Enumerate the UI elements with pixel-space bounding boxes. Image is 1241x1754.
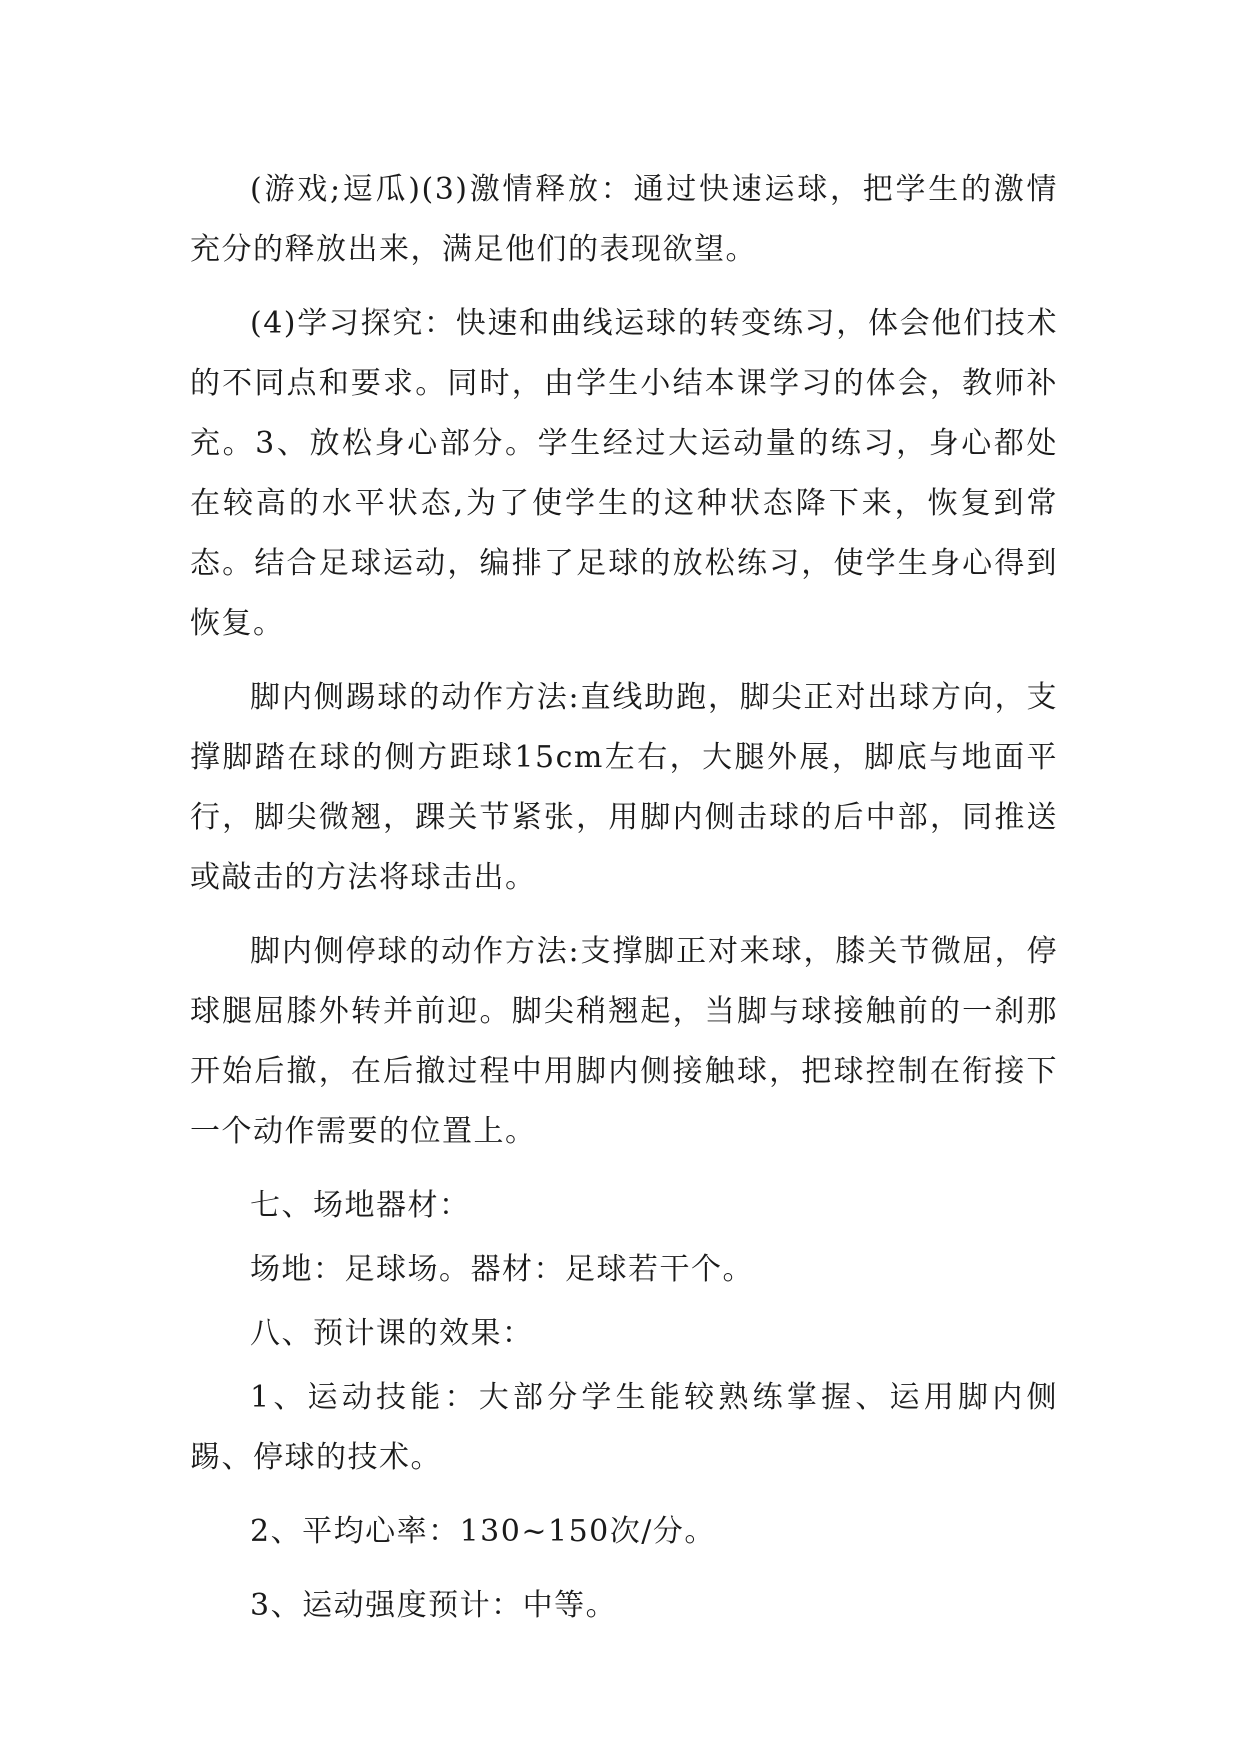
paragraph-stop-method: 脚内侧停球的动作方法:支撑脚正对来球，膝关节微屈，停球腿屈膝外转并前迎。脚尖稍翘起，当脚与球接触前的一刹那开始后撤，在后撤过程中用脚内侧接触球，把球控制在衔接下一个动作需要的位置上。 [190, 934, 1058, 1149]
paragraph-learning-explore: (4)学习探究：快速和曲线运球的转变练习，体会他们技术的不同点和要求。同时，由学生小结本课学习的体会，教师补充。3、放松身心部分。学生经过大运动量的练习，身心都处在较高的水平状态,为了使学生的这种状态降下来，恢复到常态。结合足球运动，编排了足球的放松练习，使学生身心得到恢复。 [190, 306, 1058, 641]
paragraph-motor-skill: 1、运动技能：大部分学生能较熟练掌握、运用脚内侧踢、停球的技术。 [190, 1380, 1058, 1475]
paragraph-heart-rate: 2、平均心率：130~150次/分。 [250, 1514, 716, 1549]
section-heading-venue-equipment: 七、场地器材： [250, 1188, 471, 1223]
paragraph-game-release: (游戏;逗瓜)(3)激情释放：通过快速运球，把学生的激情充分的释放出来，满足他们的表现欲望。 [190, 172, 1058, 267]
document-body [190, 160, 1058, 1650]
paragraph-venue-equipment: 场地：足球场。器材：足球若干个。 [250, 1252, 754, 1287]
paragraph-kick-method: 脚内侧踢球的动作方法:直线助跑，脚尖正对出球方向，支撑脚踏在球的侧方距球15cm左右，大腿外展，脚底与地面平行，脚尖微翘，踝关节紧张，用脚内侧击球的后中部，同推送或敲击的方法将球击出。 [190, 680, 1058, 895]
paragraph-intensity: 3、运动强度预计：中等。 [250, 1588, 618, 1623]
section-heading-expected-effect: 八、预计课的效果： [250, 1316, 534, 1351]
